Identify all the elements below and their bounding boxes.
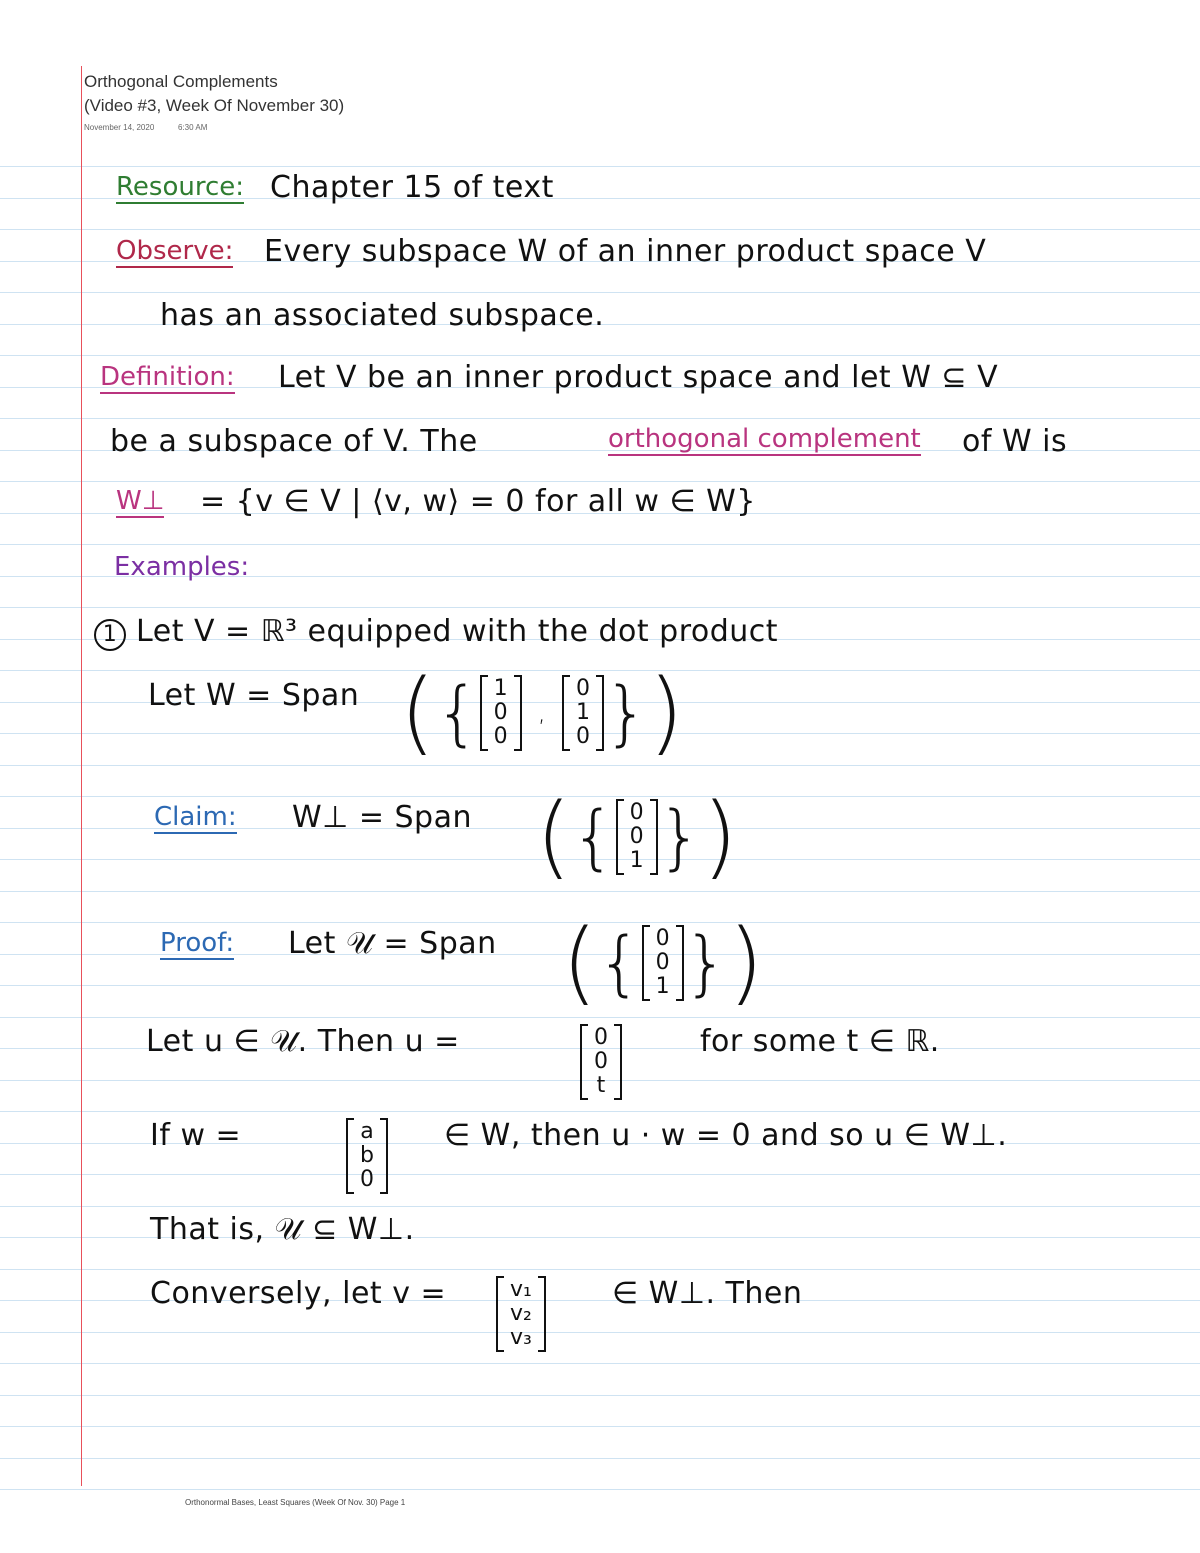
definition-text-2b: of W is: [962, 424, 1068, 459]
resource-text: Chapter 15 of text: [270, 170, 554, 205]
ruled-line: [0, 765, 1200, 766]
u-vector: 0 0 t: [580, 1024, 622, 1100]
page-title: Orthogonal Complements: [84, 72, 278, 91]
claim-vector: 0 0 1: [616, 799, 658, 875]
ruled-line: [0, 418, 1200, 419]
page-time: 6:30 AM: [178, 123, 208, 132]
examples-label: Examples:: [114, 552, 250, 582]
ruled-line: [0, 891, 1200, 892]
proof-label: Proof:: [160, 928, 235, 958]
ruled-line: [0, 1426, 1200, 1427]
claim-label: Claim:: [154, 802, 237, 832]
v-vector: v₁ v₂ v₃: [496, 1276, 546, 1352]
example-number: 1: [94, 619, 126, 651]
claim-span-set: ( { 0 0 1 } ): [536, 784, 738, 889]
then-dot-text: ∈ W, then u · w = 0 and so u ∈ W⊥.: [444, 1118, 1008, 1153]
let-u-text: Let u ∈ 𝒰. Then u =: [146, 1024, 460, 1059]
if-w-text: If w =: [150, 1118, 242, 1153]
example-1-line: [94, 614, 778, 651]
then-text: ∈ W⊥. Then: [612, 1276, 803, 1311]
that-is-text: That is, 𝒰 ⊆ W⊥.: [150, 1212, 415, 1247]
ruled-line: [0, 1269, 1200, 1270]
ruled-line: [0, 166, 1200, 167]
page-subtitle: (Video #3, Week Of November 30): [84, 96, 345, 115]
conversely-text: Conversely, let v =: [150, 1276, 447, 1311]
definition-label: Definition:: [100, 362, 235, 392]
w-vector-2: 0 1 0: [562, 675, 604, 751]
w-vector-1: 1 0 0: [480, 675, 522, 751]
definition-text-2a: be a subspace of V. The: [110, 424, 478, 459]
ruled-line: [0, 355, 1200, 356]
ruled-line: [0, 1174, 1200, 1175]
observe-label: Observe:: [116, 236, 234, 266]
claim-text: W⊥ = Span: [292, 800, 472, 835]
ruled-line: [0, 1489, 1200, 1490]
ruled-line: [0, 481, 1200, 482]
w-vector: a b 0: [346, 1118, 388, 1194]
proof-vector: 0 0 1: [642, 925, 684, 1001]
w-span-set: ( { 1 0 0 , 0 1 0 } ): [400, 660, 684, 765]
ruled-line: [0, 292, 1200, 293]
resource-label: Resource:: [116, 172, 244, 202]
ruled-line: [0, 1206, 1200, 1207]
orthogonal-complement-term: orthogonal complement: [608, 424, 921, 454]
proof-span-set: ( { 0 0 1 } ): [562, 910, 764, 1015]
w-perp-definition: = {v ∈ V | ⟨v, w⟩ = 0 for all w ∈ W}: [200, 484, 756, 519]
for-some-t-text: for some t ∈ ℝ.: [700, 1024, 940, 1059]
page-footer: Orthonormal Bases, Least Squares (Week Of Nov. 30) Page 1: [185, 1498, 406, 1507]
observe-text: Every subspace W of an inner product space V: [264, 234, 987, 269]
ruled-line: [0, 1111, 1200, 1112]
ruled-line: [0, 607, 1200, 608]
example-1-text: Let V = ℝ³ equipped with the dot product: [136, 614, 779, 649]
ruled-line: [0, 1363, 1200, 1364]
ruled-line: [0, 229, 1200, 230]
observe-text-2: has an associated subspace.: [160, 298, 605, 333]
ruled-line: [0, 1458, 1200, 1459]
proof-text: Let 𝒰 = Span: [288, 926, 497, 961]
w-perp-symbol: W⊥: [116, 486, 165, 516]
margin-line: [81, 66, 82, 1486]
ruled-line: [0, 1395, 1200, 1396]
page-date: November 14, 2020: [84, 123, 155, 132]
ruled-line: [0, 1017, 1200, 1018]
ruled-line: [0, 1332, 1200, 1333]
let-w-text: Let W = Span: [148, 678, 360, 713]
ruled-line: [0, 544, 1200, 545]
definition-text: Let V be an inner product space and let W ⊆ V: [278, 360, 999, 395]
